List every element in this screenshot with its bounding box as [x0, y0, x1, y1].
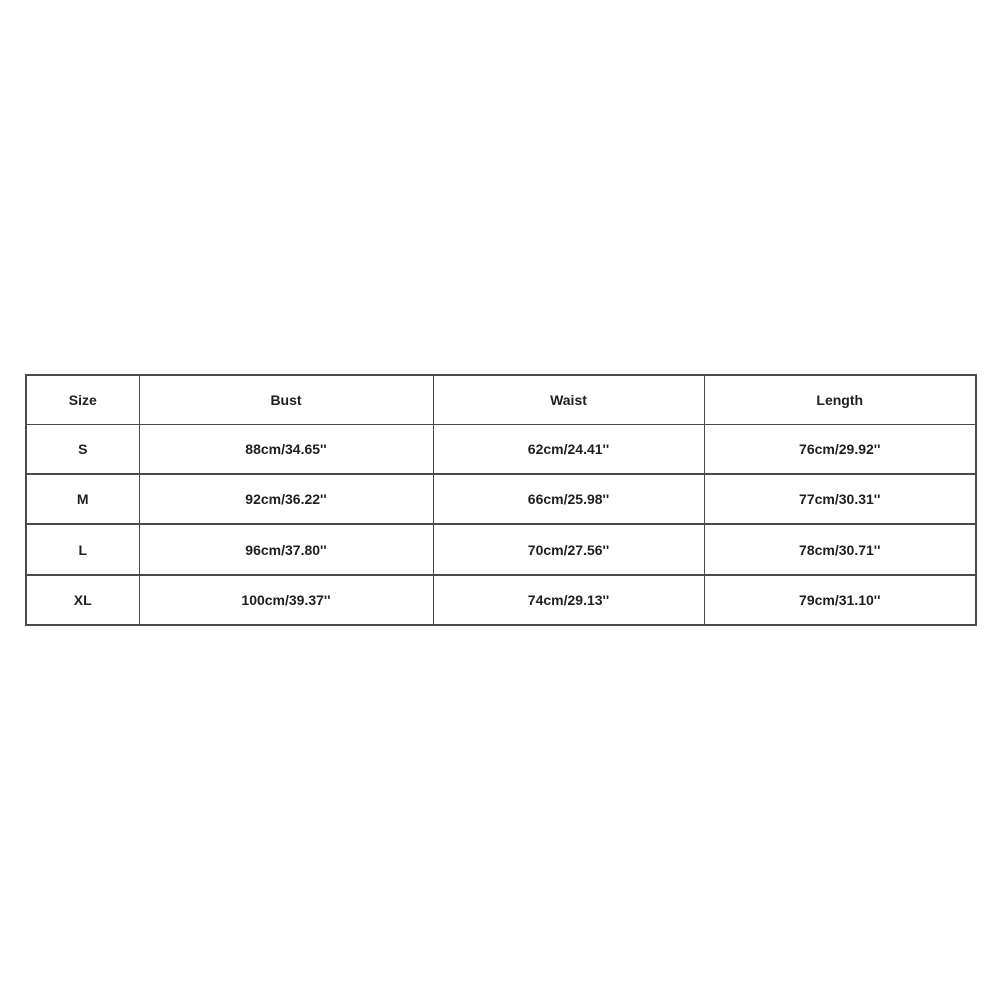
cell-size: M — [26, 474, 139, 524]
cell-bust: 92cm/36.22'' — [139, 474, 433, 524]
header-length: Length — [704, 375, 976, 425]
cell-waist: 62cm/24.41'' — [433, 425, 704, 475]
table-row — [26, 524, 976, 574]
cell-size: L — [26, 524, 139, 574]
table-row — [26, 425, 976, 475]
table-row — [26, 474, 976, 524]
cell-bust: 96cm/37.80'' — [139, 524, 433, 574]
cell-waist: 74cm/29.13'' — [433, 575, 704, 625]
table-header-row — [26, 375, 976, 425]
table-row — [26, 575, 976, 625]
cell-bust: 100cm/39.37'' — [139, 575, 433, 625]
cell-waist: 70cm/27.56'' — [433, 524, 704, 574]
cell-size: XL — [26, 575, 139, 625]
header-size: Size — [26, 375, 139, 425]
cell-bust: 88cm/34.65'' — [139, 425, 433, 475]
cell-size: S — [26, 425, 139, 475]
header-waist: Waist — [433, 375, 704, 425]
cell-length: 78cm/30.71'' — [704, 524, 976, 574]
cell-length: 79cm/31.10'' — [704, 575, 976, 625]
header-bust: Bust — [139, 375, 433, 425]
cell-waist: 66cm/25.98'' — [433, 474, 704, 524]
cell-length: 77cm/30.31'' — [704, 474, 976, 524]
size-chart-table — [25, 374, 977, 626]
cell-length: 76cm/29.92'' — [704, 425, 976, 475]
